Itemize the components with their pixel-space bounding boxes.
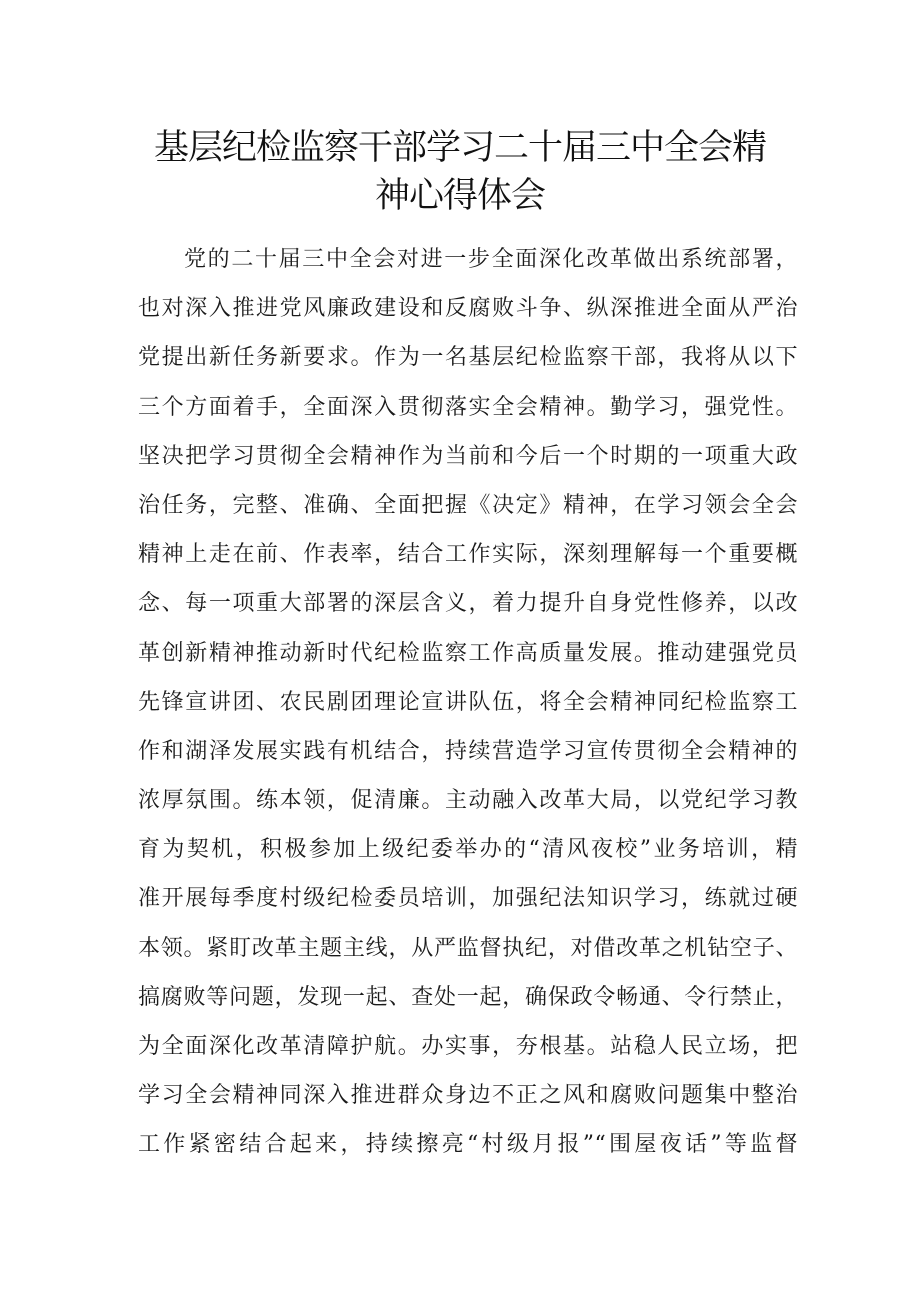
paragraph-line: 为全面深化改革清障护航。办实事，夯根基。站稳人民立场，把 xyxy=(138,1034,798,1059)
paragraph-line: 念、每一项重大部署的深层含义，着力提升自身党性修养，以改 xyxy=(138,591,798,617)
title-line: 基层纪检监察干部学习二十届三中全会精 xyxy=(153,128,766,168)
document-title xyxy=(100,124,820,220)
paragraph-line: 先锋宣讲团、农民剧团理论宣讲队伍，将全会精神同纪检监察工 xyxy=(138,689,798,715)
paragraph-line: 坚决把学习贯彻全会精神作为当前和今后一个时期的一项重大政 xyxy=(138,443,798,469)
paragraph-line: 治任务，完整、准确、全面把握《决定》精神，在学习领会全会 xyxy=(138,492,798,518)
paragraph-line: 本领。紧盯改革主题主线，从严监督执纪，对借改革之机钻空子、 xyxy=(138,935,798,961)
paragraph-line: 工作紧密结合起来，持续擦亮“村级月报”“围屋夜话”等监督 xyxy=(138,1132,798,1158)
paragraph-line: 精神上走在前、作表率，结合工作实际，深刻理解每一个重要概 xyxy=(138,542,798,568)
paragraph-line: 三个方面着手，全面深入贯彻落实全会精神。勤学习，强党性。 xyxy=(138,394,798,420)
paragraph-line: 搞腐败等问题，发现一起、查处一起，确保政令畅通、令行禁止， xyxy=(138,984,798,1010)
document-body xyxy=(138,245,798,1180)
paragraph-line: 准开展每季度村级纪检委员培训，加强纪法知识学习，练就过硬 xyxy=(138,886,798,912)
paragraph-line: 党提出新任务新要求。作为一名基层纪检监察干部，我将从以下 xyxy=(138,345,798,371)
paragraph-line: 浓厚氛围。练本领，促清廉。主动融入改革大局，以党纪学习教 xyxy=(138,788,798,814)
title-line: 神心得体会 xyxy=(374,176,545,216)
paragraph-line: 党的二十届三中全会对进一步全面深化改革做出系统部署， xyxy=(184,247,798,272)
paragraph-line: 也对深入推进党风廉政建设和反腐败斗争、纵深推进全面从严治 xyxy=(138,296,798,322)
paragraph-line: 革创新精神推动新时代纪检监察工作高质量发展。推动建强党员 xyxy=(138,640,798,666)
paragraph-line: 育为契机，积极参加上级纪委举办的“清风夜校”业务培训，精 xyxy=(138,837,798,863)
paragraph-line: 作和湖泽发展实践有机结合，持续营造学习宣传贯彻全会精神的 xyxy=(138,738,798,764)
paragraph-line: 学习全会精神同深入推进群众身边不正之风和腐败问题集中整治 xyxy=(138,1083,798,1109)
